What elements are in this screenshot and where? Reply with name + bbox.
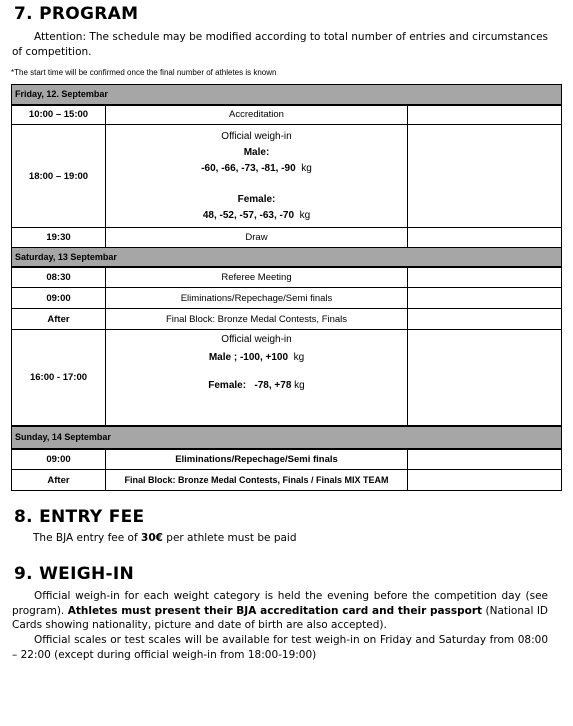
empty-cell — [408, 125, 562, 228]
male-categories: Male ; -100, +100 kg — [208, 352, 305, 363]
empty-cell — [408, 330, 562, 426]
time-cell: 18:00 – 19:00 — [12, 125, 106, 228]
empty-cell — [408, 105, 562, 125]
time-cell: After — [12, 309, 106, 330]
weighin-title: Official weigh-in — [221, 131, 292, 142]
time-cell: 08:30 — [12, 267, 106, 288]
female-categories: Female: -78, +78 kg — [208, 380, 305, 391]
event-cell: Final Block: Bronze Medal Contests, Finals — [106, 309, 408, 330]
time-cell: After — [12, 470, 106, 491]
empty-cell — [408, 228, 562, 248]
start-time-note: *The start time will be confirmed once the final number of athletes is known — [11, 68, 277, 77]
event-cell: Draw — [106, 228, 408, 248]
day-label: Friday, 12. Septembar — [12, 85, 562, 105]
event-cell: Eliminations/Repechage/Semi finals — [106, 288, 408, 309]
program-attention: Attention: The schedule may be modified according to total number of entries and circumstances of competition. — [12, 31, 548, 58]
table-row — [12, 228, 562, 248]
time-cell: 09:00 — [12, 288, 106, 309]
time-cell: 19:30 — [12, 228, 106, 248]
day-label: Sunday, 14 Septembar — [12, 426, 562, 449]
weigh-in-paragraph-1: Official weigh-in for each weight category is held the evening before the competition day (see program). Athletes must present their BJA accreditation card and their passport (National ID Cards showing nationality, picture and date of birth are also accepted). — [12, 590, 549, 631]
weigh-in-paragraph-2: Official scales or test scales will be available for test weigh-in on Friday and Saturday from 08:00 – 22:00 (except during official weigh-in from 18:00-19:00) — [12, 634, 548, 661]
day-header-sunday — [12, 426, 562, 449]
female-label: Female: — [237, 194, 276, 205]
table-row — [12, 330, 562, 426]
entry-fee-text: The BJA entry fee of 30€ per athlete must be paid — [33, 532, 297, 544]
table-row — [12, 105, 562, 125]
empty-cell — [408, 470, 562, 491]
time-cell: 16:00 - 17:00 — [12, 330, 106, 426]
day-label: Saturday, 13 Septembar — [12, 248, 562, 267]
event-cell — [106, 330, 408, 426]
entry-fee-amount: 30€ — [141, 532, 163, 544]
empty-cell — [408, 288, 562, 309]
table-row — [12, 288, 562, 309]
female-categories: 48, -52, -57, -63, -70 kg — [202, 210, 311, 221]
entry-fee-heading: 8. ENTRY FEE — [14, 507, 145, 527]
event-cell: Referee Meeting — [106, 267, 408, 288]
weighin-title: Official weigh-in — [221, 334, 292, 345]
weigh-in-heading: 9. WEIGH-IN — [14, 564, 134, 584]
event-cell: Eliminations/Repechage/Semi finals — [106, 449, 408, 470]
table-row — [12, 309, 562, 330]
day-header-friday — [12, 85, 562, 105]
event-cell: Accreditation — [106, 105, 408, 125]
empty-cell — [408, 449, 562, 470]
time-cell: 10:00 – 15:00 — [12, 105, 106, 125]
table-row — [12, 470, 562, 491]
program-heading: 7. PROGRAM — [14, 4, 139, 24]
day-header-saturday — [12, 248, 562, 267]
event-cell: Final Block: Bronze Medal Contests, Finals / Finals MIX TEAM — [106, 470, 408, 491]
empty-cell — [408, 267, 562, 288]
time-cell: 09:00 — [12, 449, 106, 470]
empty-cell — [408, 309, 562, 330]
table-row — [12, 449, 562, 470]
male-label: Male: — [243, 147, 270, 158]
event-cell — [106, 125, 408, 228]
table-row — [12, 125, 562, 228]
table-row — [12, 267, 562, 288]
schedule-table — [11, 84, 562, 491]
male-categories: -60, -66, -73, -81, -90 kg — [201, 163, 312, 174]
